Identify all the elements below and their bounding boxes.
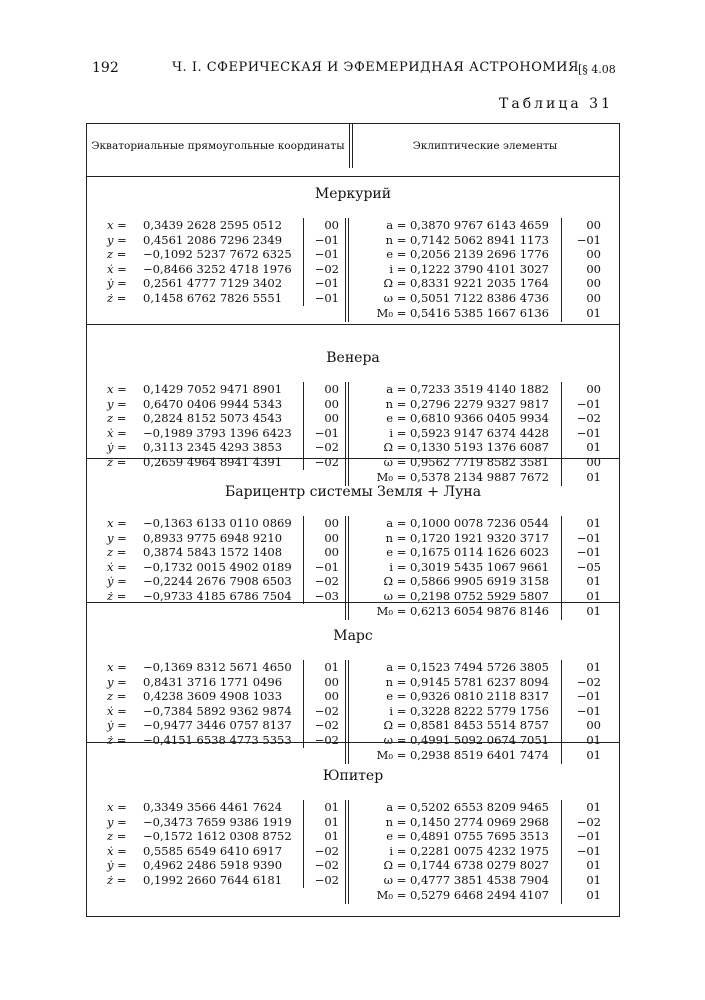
header-rule <box>87 176 619 177</box>
coordinate-correction: 00 <box>324 411 339 425</box>
coordinate-correction: −01 <box>314 276 339 290</box>
coordinate-value: −0,1092 5237 7672 6325 <box>143 247 292 261</box>
element-row: a = 0,3870 9767 6143 4659 <box>386 218 549 232</box>
element-correction: −01 <box>576 829 601 843</box>
coordinate-value: −0,8466 3252 4718 1976 <box>143 262 292 276</box>
coordinate-label: ẏ = <box>107 718 127 732</box>
coordinate-value: 0,1992 2660 7644 6181 <box>143 873 283 887</box>
coordinate-row <box>107 815 297 830</box>
coordinate-value: 0,4561 2086 7296 2349 <box>143 233 283 247</box>
coordinate-row <box>107 660 297 675</box>
element-correction: 01 <box>586 800 601 814</box>
column-divider <box>348 660 349 764</box>
element-correction: −01 <box>576 233 601 247</box>
coordinate-row <box>107 411 297 426</box>
element-row: i = 0,3019 5435 1067 9661 <box>389 560 549 574</box>
element-row: n = 0,7142 5062 8941 1173 <box>385 233 549 247</box>
coordinate-correction: −02 <box>314 733 339 747</box>
coordinate-label: y = <box>107 397 127 411</box>
coordinate-value: −0,1369 8312 5671 4650 <box>143 660 292 674</box>
coordinate-label: z = <box>107 689 127 703</box>
element-correction: 01 <box>586 604 601 618</box>
column-divider <box>345 218 346 322</box>
coordinate-value: 0,1458 6762 7826 5551 <box>143 291 283 305</box>
coordinate-value: −0,9733 4185 6786 7504 <box>143 589 292 603</box>
element-row: i = 0,1222 3790 4101 3027 <box>389 262 549 276</box>
coordinate-correction: 01 <box>324 815 339 829</box>
element-row: n = 0,1450 2774 0969 2968 <box>385 815 549 829</box>
coordinate-row <box>107 574 297 589</box>
element-row: n = 0,9145 5781 6237 8094 <box>385 675 549 689</box>
coordinate-label: ż = <box>107 589 127 603</box>
coordinate-row <box>107 560 297 575</box>
element-correction: −01 <box>576 844 601 858</box>
coordinate-value: −0,9477 3446 0757 8137 <box>143 718 292 732</box>
element-row: M₀ = 0,6213 6054 9876 8146 <box>376 604 549 618</box>
element-correction: 00 <box>586 247 601 261</box>
element-row: ω = 0,4991 5092 0674 7051 <box>383 733 549 747</box>
coordinate-correction: 00 <box>324 689 339 703</box>
coordinate-label: ẏ = <box>107 276 127 290</box>
element-row: a = 0,1523 7494 5726 3805 <box>386 660 549 674</box>
element-row: Ω = 0,5866 9905 6919 3158 <box>383 574 549 588</box>
column-header-ecliptic: Эклиптические элементы <box>412 140 558 152</box>
coordinate-value: −0,4151 6538 4773 5353 <box>143 733 292 747</box>
element-row: n = 0,1720 1921 9320 3717 <box>385 531 549 545</box>
coordinate-value: 0,2561 4777 7129 3402 <box>143 276 283 290</box>
coordinate-row <box>107 733 297 748</box>
correction-rule <box>561 800 562 904</box>
element-row: n = 0,2796 2279 9327 9817 <box>385 397 549 411</box>
coordinate-row <box>107 718 297 733</box>
coordinate-correction: 01 <box>324 660 339 674</box>
coordinate-value: −0,1572 1612 0308 8752 <box>143 829 292 843</box>
coordinate-correction: −02 <box>314 574 339 588</box>
correction-rule <box>561 660 562 764</box>
coordinate-correction: −01 <box>314 247 339 261</box>
data-table <box>86 123 620 917</box>
element-row: e = 0,9326 0810 2118 8317 <box>386 689 549 703</box>
element-correction: −01 <box>576 426 601 440</box>
element-row: Ω = 0,8581 8453 5514 8757 <box>383 718 549 732</box>
coordinate-correction: −02 <box>314 455 339 469</box>
element-correction: 01 <box>586 440 601 454</box>
coordinate-value: −0,2244 2676 7908 6503 <box>143 574 292 588</box>
coordinate-row <box>107 873 297 888</box>
element-row: e = 0,2056 2139 2696 1776 <box>386 247 549 261</box>
element-correction: 01 <box>586 873 601 887</box>
element-correction: −02 <box>576 411 601 425</box>
column-divider <box>345 382 346 486</box>
coordinate-row <box>107 800 297 815</box>
coordinate-value: −0,1363 6133 0110 0869 <box>143 516 292 530</box>
coordinate-label: y = <box>107 233 127 247</box>
coordinate-row <box>107 531 297 546</box>
page-number: 192 <box>92 60 119 76</box>
coordinate-row <box>107 382 297 397</box>
element-row: a = 0,5202 6553 8209 9465 <box>386 800 549 814</box>
coordinate-correction: 00 <box>324 397 339 411</box>
coordinate-row <box>107 689 297 704</box>
element-correction: −01 <box>576 545 601 559</box>
element-correction: 01 <box>586 516 601 530</box>
coordinate-label: ẋ = <box>107 426 127 440</box>
table-label: Таблица 31 <box>499 96 613 112</box>
section-reference: [§ 4.08 <box>578 63 616 76</box>
coordinate-value: −0,7384 5892 9362 9874 <box>143 704 292 718</box>
coordinate-label: y = <box>107 531 127 545</box>
element-correction: 00 <box>586 218 601 232</box>
element-row: ω = 0,9562 7719 8582 3581 <box>383 455 549 469</box>
coordinate-value: −0,1732 0015 4902 0189 <box>143 560 292 574</box>
section-title: Марс <box>333 628 373 644</box>
coordinate-value: 0,8431 3716 1771 0496 <box>143 675 283 689</box>
element-correction: 01 <box>586 660 601 674</box>
coordinate-value: 0,4238 3609 4908 1033 <box>143 689 283 703</box>
coordinate-row <box>107 545 297 560</box>
coordinate-correction: −02 <box>314 858 339 872</box>
correction-rule <box>561 382 562 486</box>
coordinate-correction: 00 <box>324 516 339 530</box>
coordinate-label: x = <box>107 218 127 232</box>
element-correction: 01 <box>586 733 601 747</box>
element-correction: −02 <box>576 815 601 829</box>
coordinate-row <box>107 218 297 233</box>
coordinate-value: 0,5585 6549 6410 6917 <box>143 844 283 858</box>
coordinate-row <box>107 516 297 531</box>
coordinate-correction: 00 <box>324 531 339 545</box>
section-rule <box>87 458 619 459</box>
element-correction: 01 <box>586 470 601 484</box>
coordinate-value: 0,3113 2345 4293 3853 <box>143 440 283 454</box>
coordinate-correction: −03 <box>314 589 339 603</box>
column-divider <box>348 218 349 322</box>
correction-rule <box>561 218 562 322</box>
coordinate-correction: 00 <box>324 218 339 232</box>
coordinate-correction: −01 <box>314 291 339 305</box>
coordinate-label: ẋ = <box>107 704 127 718</box>
element-correction: 00 <box>586 291 601 305</box>
column-divider <box>345 516 346 620</box>
correction-rule <box>303 382 304 470</box>
coordinate-row <box>107 829 297 844</box>
coordinate-label: ż = <box>107 455 127 469</box>
coordinate-row <box>107 247 297 262</box>
coordinate-row <box>107 675 297 690</box>
coordinate-value: 0,6470 0406 9944 5343 <box>143 397 283 411</box>
section-title: Меркурий <box>314 186 392 202</box>
coordinate-label: z = <box>107 411 127 425</box>
coordinate-label: ẏ = <box>107 574 127 588</box>
coordinate-correction: 01 <box>324 829 339 843</box>
element-correction: 00 <box>586 455 601 469</box>
coordinate-label: x = <box>107 660 127 674</box>
column-divider <box>348 382 349 486</box>
coordinate-correction: 00 <box>324 545 339 559</box>
section-rule <box>87 742 619 743</box>
element-row: ω = 0,5051 7122 8386 4736 <box>383 291 549 305</box>
coordinate-label: x = <box>107 800 127 814</box>
column-header-equatorial: Экваториальные прямоугольные координаты <box>91 140 345 152</box>
section-rule <box>87 324 619 325</box>
coordinate-correction: −02 <box>314 718 339 732</box>
coordinate-label: y = <box>107 815 127 829</box>
coordinate-row <box>107 844 297 859</box>
element-correction: 00 <box>586 276 601 290</box>
coordinate-correction: −02 <box>314 262 339 276</box>
element-row: e = 0,4891 0755 7695 3513 <box>386 829 549 843</box>
running-title: Ч. I. СФЕРИЧЕСКАЯ И ЭФЕМЕРИДНАЯ АСТРОНОМИЯ <box>172 60 580 75</box>
section-title: Юпитер <box>322 768 384 784</box>
element-row: M₀ = 0,5279 6468 2494 4107 <box>376 888 549 902</box>
coordinate-correction: −02 <box>314 844 339 858</box>
coordinate-correction: 01 <box>324 800 339 814</box>
coordinate-label: y = <box>107 675 127 689</box>
coordinate-correction: 00 <box>324 382 339 396</box>
coordinate-label: x = <box>107 382 127 396</box>
coordinate-value: −0,3473 7659 9386 1919 <box>143 815 292 829</box>
correction-rule <box>561 516 562 620</box>
element-correction: 00 <box>586 262 601 276</box>
element-row: a = 0,1000 0078 7236 0544 <box>386 516 549 530</box>
coordinate-row <box>107 440 297 455</box>
column-divider <box>345 660 346 764</box>
coordinate-correction: −01 <box>314 560 339 574</box>
element-row: Ω = 0,1330 5193 1376 6087 <box>383 440 549 454</box>
coordinate-correction: −02 <box>314 873 339 887</box>
element-correction: 01 <box>586 589 601 603</box>
section-title: Венера <box>326 350 380 366</box>
coordinate-correction: −01 <box>314 233 339 247</box>
header-divider <box>352 124 353 168</box>
coordinate-value: −0,1989 3793 1396 6423 <box>143 426 292 440</box>
coordinate-row <box>107 858 297 873</box>
coordinate-label: z = <box>107 829 127 843</box>
coordinate-label: ẋ = <box>107 844 127 858</box>
coordinate-row <box>107 276 297 291</box>
correction-rule <box>303 516 304 604</box>
element-correction: 01 <box>586 306 601 320</box>
section-rule <box>87 602 619 603</box>
coordinate-label: ż = <box>107 291 127 305</box>
coordinate-label: ẏ = <box>107 858 127 872</box>
element-row: i = 0,3228 8222 5779 1756 <box>389 704 549 718</box>
coordinate-correction: −01 <box>314 426 339 440</box>
coordinate-label: ẋ = <box>107 560 127 574</box>
coordinate-correction: −02 <box>314 440 339 454</box>
element-correction: 01 <box>586 888 601 902</box>
element-row: i = 0,5923 9147 6374 4428 <box>389 426 549 440</box>
column-divider <box>348 800 349 904</box>
element-row: ω = 0,2198 0752 5929 5807 <box>383 589 549 603</box>
coordinate-row <box>107 233 297 248</box>
column-divider <box>348 516 349 620</box>
coordinate-label: ẏ = <box>107 440 127 454</box>
section-title: Барицентр системы Земля + Луна <box>224 484 482 500</box>
coordinate-correction: −02 <box>314 704 339 718</box>
coordinate-value: 0,2824 8152 5073 4543 <box>143 411 283 425</box>
element-correction: −01 <box>576 397 601 411</box>
coordinate-label: ż = <box>107 733 127 747</box>
element-row: e = 0,6810 9366 0405 9934 <box>386 411 549 425</box>
element-row: Ω = 0,8331 9221 2035 1764 <box>383 276 549 290</box>
element-row: Ω = 0,1744 6738 0279 8027 <box>383 858 549 872</box>
element-row: ω = 0,4777 3851 4538 7904 <box>383 873 549 887</box>
coordinate-row <box>107 262 297 277</box>
coordinate-row <box>107 397 297 412</box>
correction-rule <box>303 660 304 748</box>
element-correction: 01 <box>586 574 601 588</box>
element-row: M₀ = 0,2938 8519 6401 7474 <box>376 748 549 762</box>
element-row: e = 0,1675 0114 1626 6023 <box>386 545 549 559</box>
element-correction: −05 <box>576 560 601 574</box>
element-row: i = 0,2281 0075 4232 1975 <box>389 844 549 858</box>
coordinate-label: ẋ = <box>107 262 127 276</box>
correction-rule <box>303 218 304 306</box>
coordinate-label: z = <box>107 545 127 559</box>
coordinate-value: 0,3349 3566 4461 7624 <box>143 800 283 814</box>
header-divider <box>349 124 350 168</box>
coordinate-value: 0,4962 2486 5918 9390 <box>143 858 283 872</box>
column-divider <box>345 800 346 904</box>
coordinate-value: 0,3439 2628 2595 0512 <box>143 218 283 232</box>
correction-rule <box>303 800 304 888</box>
coordinate-value: 0,2659 4964 8941 4391 <box>143 455 283 469</box>
element-row: M₀ = 0,5378 2134 9887 7672 <box>376 470 549 484</box>
coordinate-value: 0,8933 9775 6948 9210 <box>143 531 283 545</box>
coordinate-value: 0,1429 7052 9471 8901 <box>143 382 283 396</box>
coordinate-label: z = <box>107 247 127 261</box>
coordinate-value: 0,3874 5843 1572 1408 <box>143 545 283 559</box>
element-correction: 01 <box>586 748 601 762</box>
element-row: a = 0,7233 3519 4140 1882 <box>386 382 549 396</box>
element-correction: −01 <box>576 689 601 703</box>
element-correction: 00 <box>586 718 601 732</box>
coordinate-row <box>107 291 297 306</box>
coordinate-label: ż = <box>107 873 127 887</box>
element-correction: −01 <box>576 531 601 545</box>
element-correction: 00 <box>586 382 601 396</box>
element-correction: −02 <box>576 675 601 689</box>
element-row: M₀ = 0,5416 5385 1667 6136 <box>376 306 549 320</box>
coordinate-label: x = <box>107 516 127 530</box>
coordinate-correction: 00 <box>324 675 339 689</box>
element-correction: −01 <box>576 704 601 718</box>
coordinate-row <box>107 426 297 441</box>
element-correction: 01 <box>586 858 601 872</box>
coordinate-row <box>107 704 297 719</box>
